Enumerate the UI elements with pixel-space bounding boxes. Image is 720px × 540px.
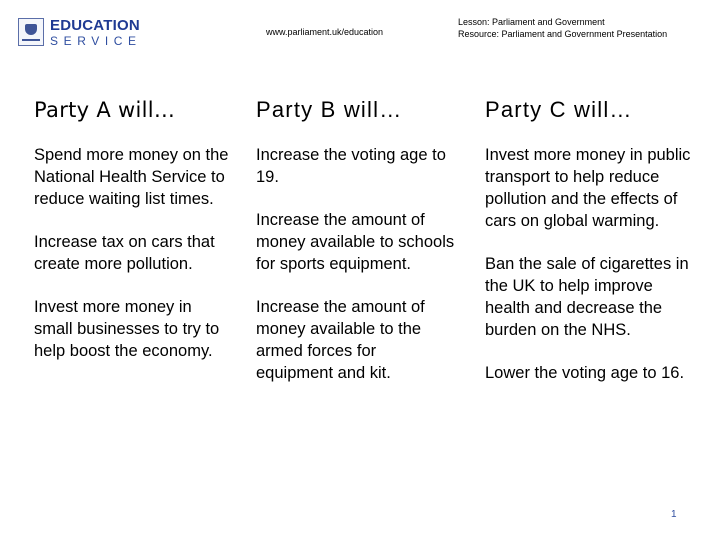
party-c-pledge: Lower the voting age to 16. [485,364,685,382]
portcullis-icon [18,18,44,46]
logo-subtitle: SERVICE [50,34,142,48]
party-b-pledge: Increase the voting age to 19. [256,146,446,186]
party-a-pledge: Invest more money in small businesses to try to help boost the economy. [34,298,220,360]
party-b-pledge: Increase the amount of money available to the armed forces for equipment and kit. [256,298,425,382]
header-url: www.parliament.uk/education [266,27,384,37]
party-c-pledge: Invest more money in public transport to help reduce pollution and the effects of cars on global warming. [485,146,691,230]
party-b-pledge: Increase the amount of money available to schools for sports equipment. [256,211,455,273]
logo-title: EDUCATION [50,17,140,34]
party-a-heading: Party A will… [34,98,176,122]
page-number: 1 [671,509,677,520]
party-a-pledge: Increase tax on cars that create more pollution. [34,233,215,273]
party-c-heading: Party C will… [485,97,633,122]
party-a-pledge: Spend more money on the National Health Service to reduce waiting list times. [34,146,229,208]
resource-label: Resource: Parliament and Government Presentation [458,29,668,39]
header-lesson-info [458,16,667,40]
party-b-column [256,96,456,405]
party-b-heading: Party B will… [256,97,403,122]
education-service-logo [18,16,148,50]
party-c-pledge: Ban the sale of cigarettes in the UK to help improve health and decrease the burden on the NHS. [485,255,689,339]
party-a-column [34,96,234,383]
lesson-label: Lesson: Parliament and Government [458,17,605,27]
party-c-column [485,96,695,405]
